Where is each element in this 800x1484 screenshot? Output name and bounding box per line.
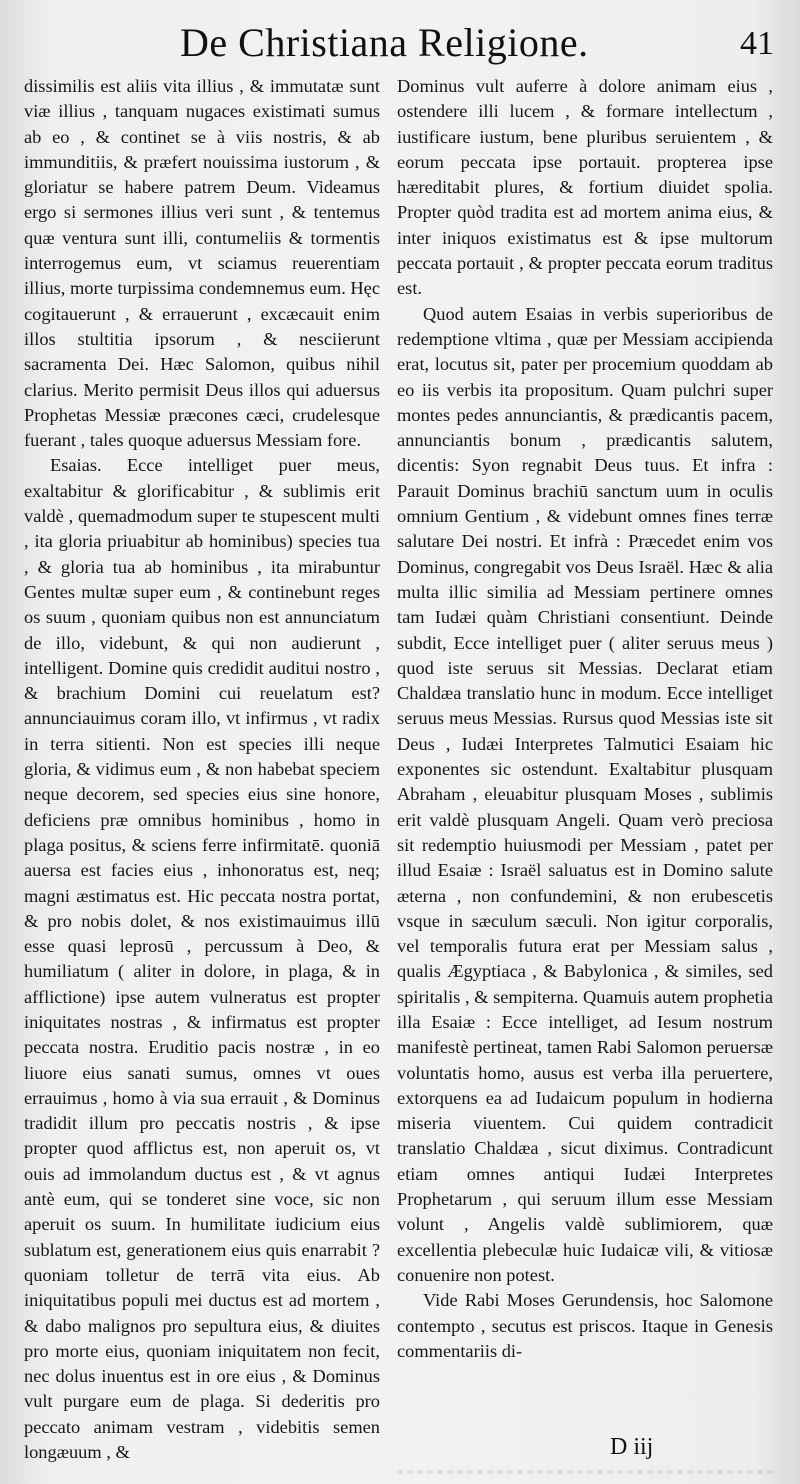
right-column bbox=[397, 74, 773, 1364]
running-title: De Christiana Religione. bbox=[180, 20, 589, 65]
paragraph: Quod autem Esaias in verbis superioribus de redemptione vltima , quæ per Messiam accipienda erat, locutus sit, pater per procemium quoddam ab eo iis verbis ita propositum. Quam pulchri super montes pedes annunciantis, & prædicantis pacem, annunciantis bonum , prædicantis salutem, dicentis: Syon regnabit Deus tuus. Et infra : Parauit Dominus brachiū sanctum uum in oculis omnium Gentium , & videbunt omnes fines terræ salutare Dei nostri. Et infrà : Præcedet enim vos Dominus, congregabit vos Deus Israël. Hæc & alia multa illic similia ad Messiam pertinere omnes tam Iudæi quàm Christiani consentiunt. Deinde subdit, Ecce intelliget puer ( aliter seruus meus ) quod iste seruus sit Messias. Declarat etiam Chaldæa translatio hunc in modum. Ecce intelliget seruus meus Messias. Rursus quod Messias iste sit Deus , Iudæi Interpretes Talmutici Esaiam hic exponentes sic ostendunt. Exaltabitur plusquam Abraham , eleuabitur plusquam Moses , sublimis erit valdè plusquam Angeli. Quam verò preciosa sit redemptio huiusmodi per Messiam , patet per illud Esaiæ : Israël saluatus est in Domino salute æterna , non confundemini, & non erubescetis vsque in sæculum sæculi. Non igitur corporalis, vel temporalis futura erat per Messiam salus , qualis Ægyptiaca , & Babylonica , & similes, sed spiritalis , & sempiterna. Quamuis autem prophetia illa Esaiæ : Ecce intelliget, ad Iesum nostrum manifestè pertineat, tamen Rabi Salomon peruersæ voluntatis homo, ausus est verba illa peruertere, extorquens ea ad Iudaicum populum in hodierna miseria viuentem. Cui quidem contradicit translatio Chaldæa , sicut diximus. Contradicunt etiam omnes antiqui Iudæi Interpretes Prophetarum , qui seruum illum esse Messiam volunt , Angelis valdè sublimiorem, quæ excellentia plebeculæ huic Iudaicæ vili, & vitiosæ conuenire non potest. bbox=[397, 303, 773, 1285]
bleed-through-decoration bbox=[397, 1470, 773, 1474]
signature-mark: D iij bbox=[610, 1434, 654, 1460]
paragraph: Vide Rabi Moses Gerundensis, hoc Salomone contempto , secutus est priscos. Itaque in Genesis commentariis di- bbox=[397, 1290, 773, 1361]
paragraph: Esaias. Ecce intelliget puer meus, exaltabitur & glorificabitur , & sublimis erit valdè , quemadmodum super te stupescent multi , ita gloria priuabitur ab hominibus) species tua , & gloria tua ab hominibus , ita mirabuntur Gentes multæ super eum , & continebunt reges os suum , quoniam quibus non est annunciatum de illo, videbunt, & qui non audierunt , intelligent. Domine quis credidit auditui nostro , & brachium Domini cui reuelatum est? annunciauimus coram illo, vt infirmus , vt radix in terra sitienti. Non est species illi neque gloria, & vidimus eum , & non habebat speciem neque decorem, sed species eius sine honore, deficiens præ omnibus hominibus , homo in plaga positus, & sciens ferre infirmitatē. quoniā auersa est facies eius , inhonoratus est, neq; magni æstimatus est. Hic peccata nostra portat, & pro nobis dolet, & nos existimauimus illū esse quasi leprosū , percussum à Deo, & humiliatum ( aliter in dolore, in plaga, & in afflictione) ipse autem vulneratus est propter iniquitates nostras , & infirmatus est propter peccata nostra. Eruditio pacis nostræ , in eo liuore eius sanati sumus, omnes vt oues errauimus , homo à via sua errauit , & Dominus tradidit illum pro peccatis nostris , & ipse propter quod afflictus est, non aperuit os, vt ouis ad immolandum ductus est , & vt agnus antè eum, qui se tonderet sine voce, sic non aperuit os suum. In humilitate iudicium eius sublatum est, generationem eius quis enarrabit ? quoniam tolletur de terrā vita eius. Ab iniquitatibus populi mei ductus est ad mortem , & dabo malignos pro sepultura eius, & diuites pro morte eius, quoniam iniquitatem non fecit, nec dolus inuentus est in ore eius , & Dominus vult purgare eum de plaga. Si dederitis pro peccato animam vestram , videbitis semen longæuum , & bbox=[24, 455, 380, 1463]
left-column bbox=[24, 74, 380, 1465]
page-number: 41 bbox=[740, 25, 774, 62]
paragraph: dissimilis est aliis vita illius , & immutatæ sunt viæ illius , tanquam nugaces existimati sumus ab eo , & continet se à viis nostris, & ab immunditiis, & præfert nouissima iustorum , & gloriatur se habere patrem Deum. Videamus ergo si sermones illius veri sunt , & tentemus quæ ventura sunt illi, contumeliis & tormentis interrogemus eum, vt sciamus reuerentiam illius, morte turpissima condemnemus eum. Hęc cogitauerunt , & errauerunt , excæcauit enim illos stultitia ipsorum , & nesciierunt sacramenta Dei. Hæc Salomon, quibus nihil clarius. Merito permisit Deus illos qui aduersus Prophetas Messiæ præcones cæci, crudelesque fuerant , tales quoque aduersus Messiam fore. bbox=[24, 76, 380, 451]
paragraph: Dominus vult auferre à dolore animam eius , ostendere illi lucem , & formare intellectum , iustificare iustum, bene pluribus seruientem , & eorum peccata ipse portauit. propterea ipse hæreditabit plures, & fortium diuidet spolia. Propter quòd tradita est ad mortem anima eius, & inter iniquos existimatus est & ipse multorum peccata portauit , & propter peccata eorum traditus est. bbox=[397, 76, 773, 299]
